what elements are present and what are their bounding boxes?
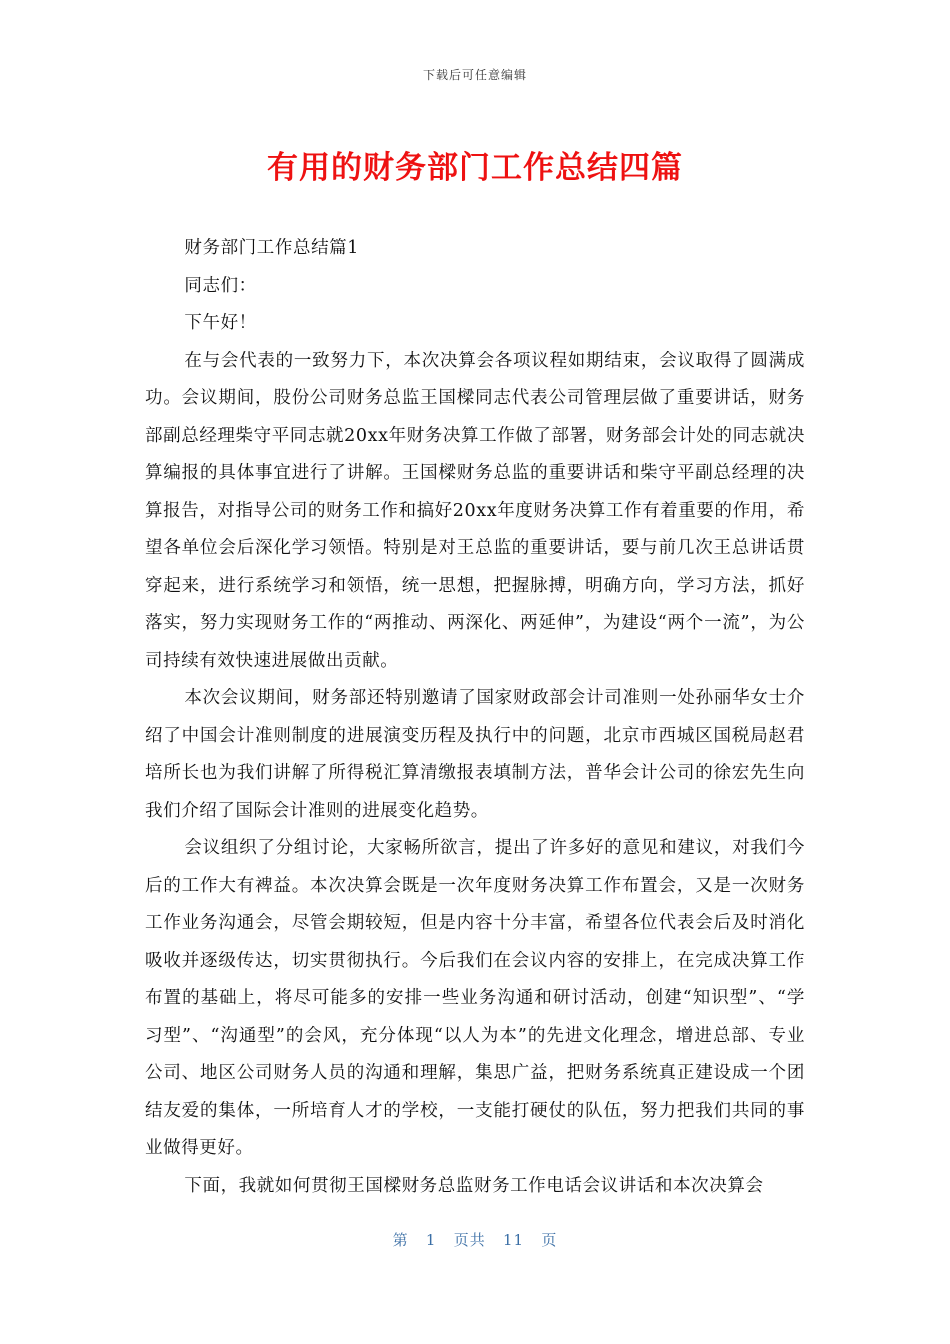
document-title: 有用的财务部门工作总结四篇 <box>267 150 683 186</box>
section-heading: 财务部门工作总结篇1 <box>184 238 360 258</box>
body-paragraph: 在与会代表的一致努力下，本次决算会各项议程如期结束，会议取得了圆满成功。会议期间，股份公司财务总监王国樑同志代表公司管理层做了重要讲话，财务部副总经理柴守平同志就20xx年财务决算工作做了部署，财务部会计处的同志就决算编报的具体事宜进行了讲解。王国樑财务总监的重要讲话和柴守平副总经理的决算报告，对指导公司的财务工作和搞好20xx年度财务决算工作有着重要的作用，希望各单位会后深化学习领悟。特别是对王总监的重要讲话，要与前几次王总讲话贯穿起来，进行系统学习和领悟，统一思想，把握脉搏，明确方向，学习方法，抓好落实，努力实现财务工作的“两推动、两深化、两延伸”，为建设“两个一流”，为公司持续有效快速进展做出贡献。 <box>145 350 805 671</box>
header-note: 下载后可任意编辑 <box>422 68 527 82</box>
greeting: 下午好！ <box>184 313 257 333</box>
body-paragraph: 会议组织了分组讨论，大家畅所欲言，提出了许多好的意见和建议，对我们今后的工作大有裨益。本次决算会既是一次年度财务决算工作布置会，又是一次财务工作业务沟通会，尽管会期较短，但是内容十分丰富，希望各位代表会后及时消化吸收并逐级传达，切实贯彻执行。今后我们在会议内容的安排上，在完成决算工作布置的基础上，将尽可能多的安排一些业务沟通和研讨活动，创建“知识型”、“学习型”、“沟通型”的会风，充分体现“以人为本”的先进文化理念，增进总部、专业公司、地区公司财务人员的沟通和理解，集思广益，把财务系统真正建设成一个团结友爱的集体，一所培育人才的学校，一支能打硬仗的队伍，努力把我们共同的事业做得更好。 <box>145 838 805 1158</box>
body-paragraph: 本次会议期间，财务部还特别邀请了国家财政部会计司准则一处孙丽华女士介绍了中国会计准则制度的进展演变历程及执行中的问题，北京市西城区国税局赵君培所长也为我们讲解了所得税汇算清缴报表填制方法，普华会计公司的徐宏先生向我们介绍了国际会计准则的进展变化趋势。 <box>145 688 805 821</box>
body-paragraph: 下面，我就如何贯彻王国樑财务总监财务工作电话会议讲话和本次决算会 <box>184 1175 764 1196</box>
salutation: 同志们： <box>184 275 257 296</box>
page-number-footer: 第 1 页共 11 页 <box>392 1231 558 1249</box>
document-body <box>145 230 805 1205</box>
